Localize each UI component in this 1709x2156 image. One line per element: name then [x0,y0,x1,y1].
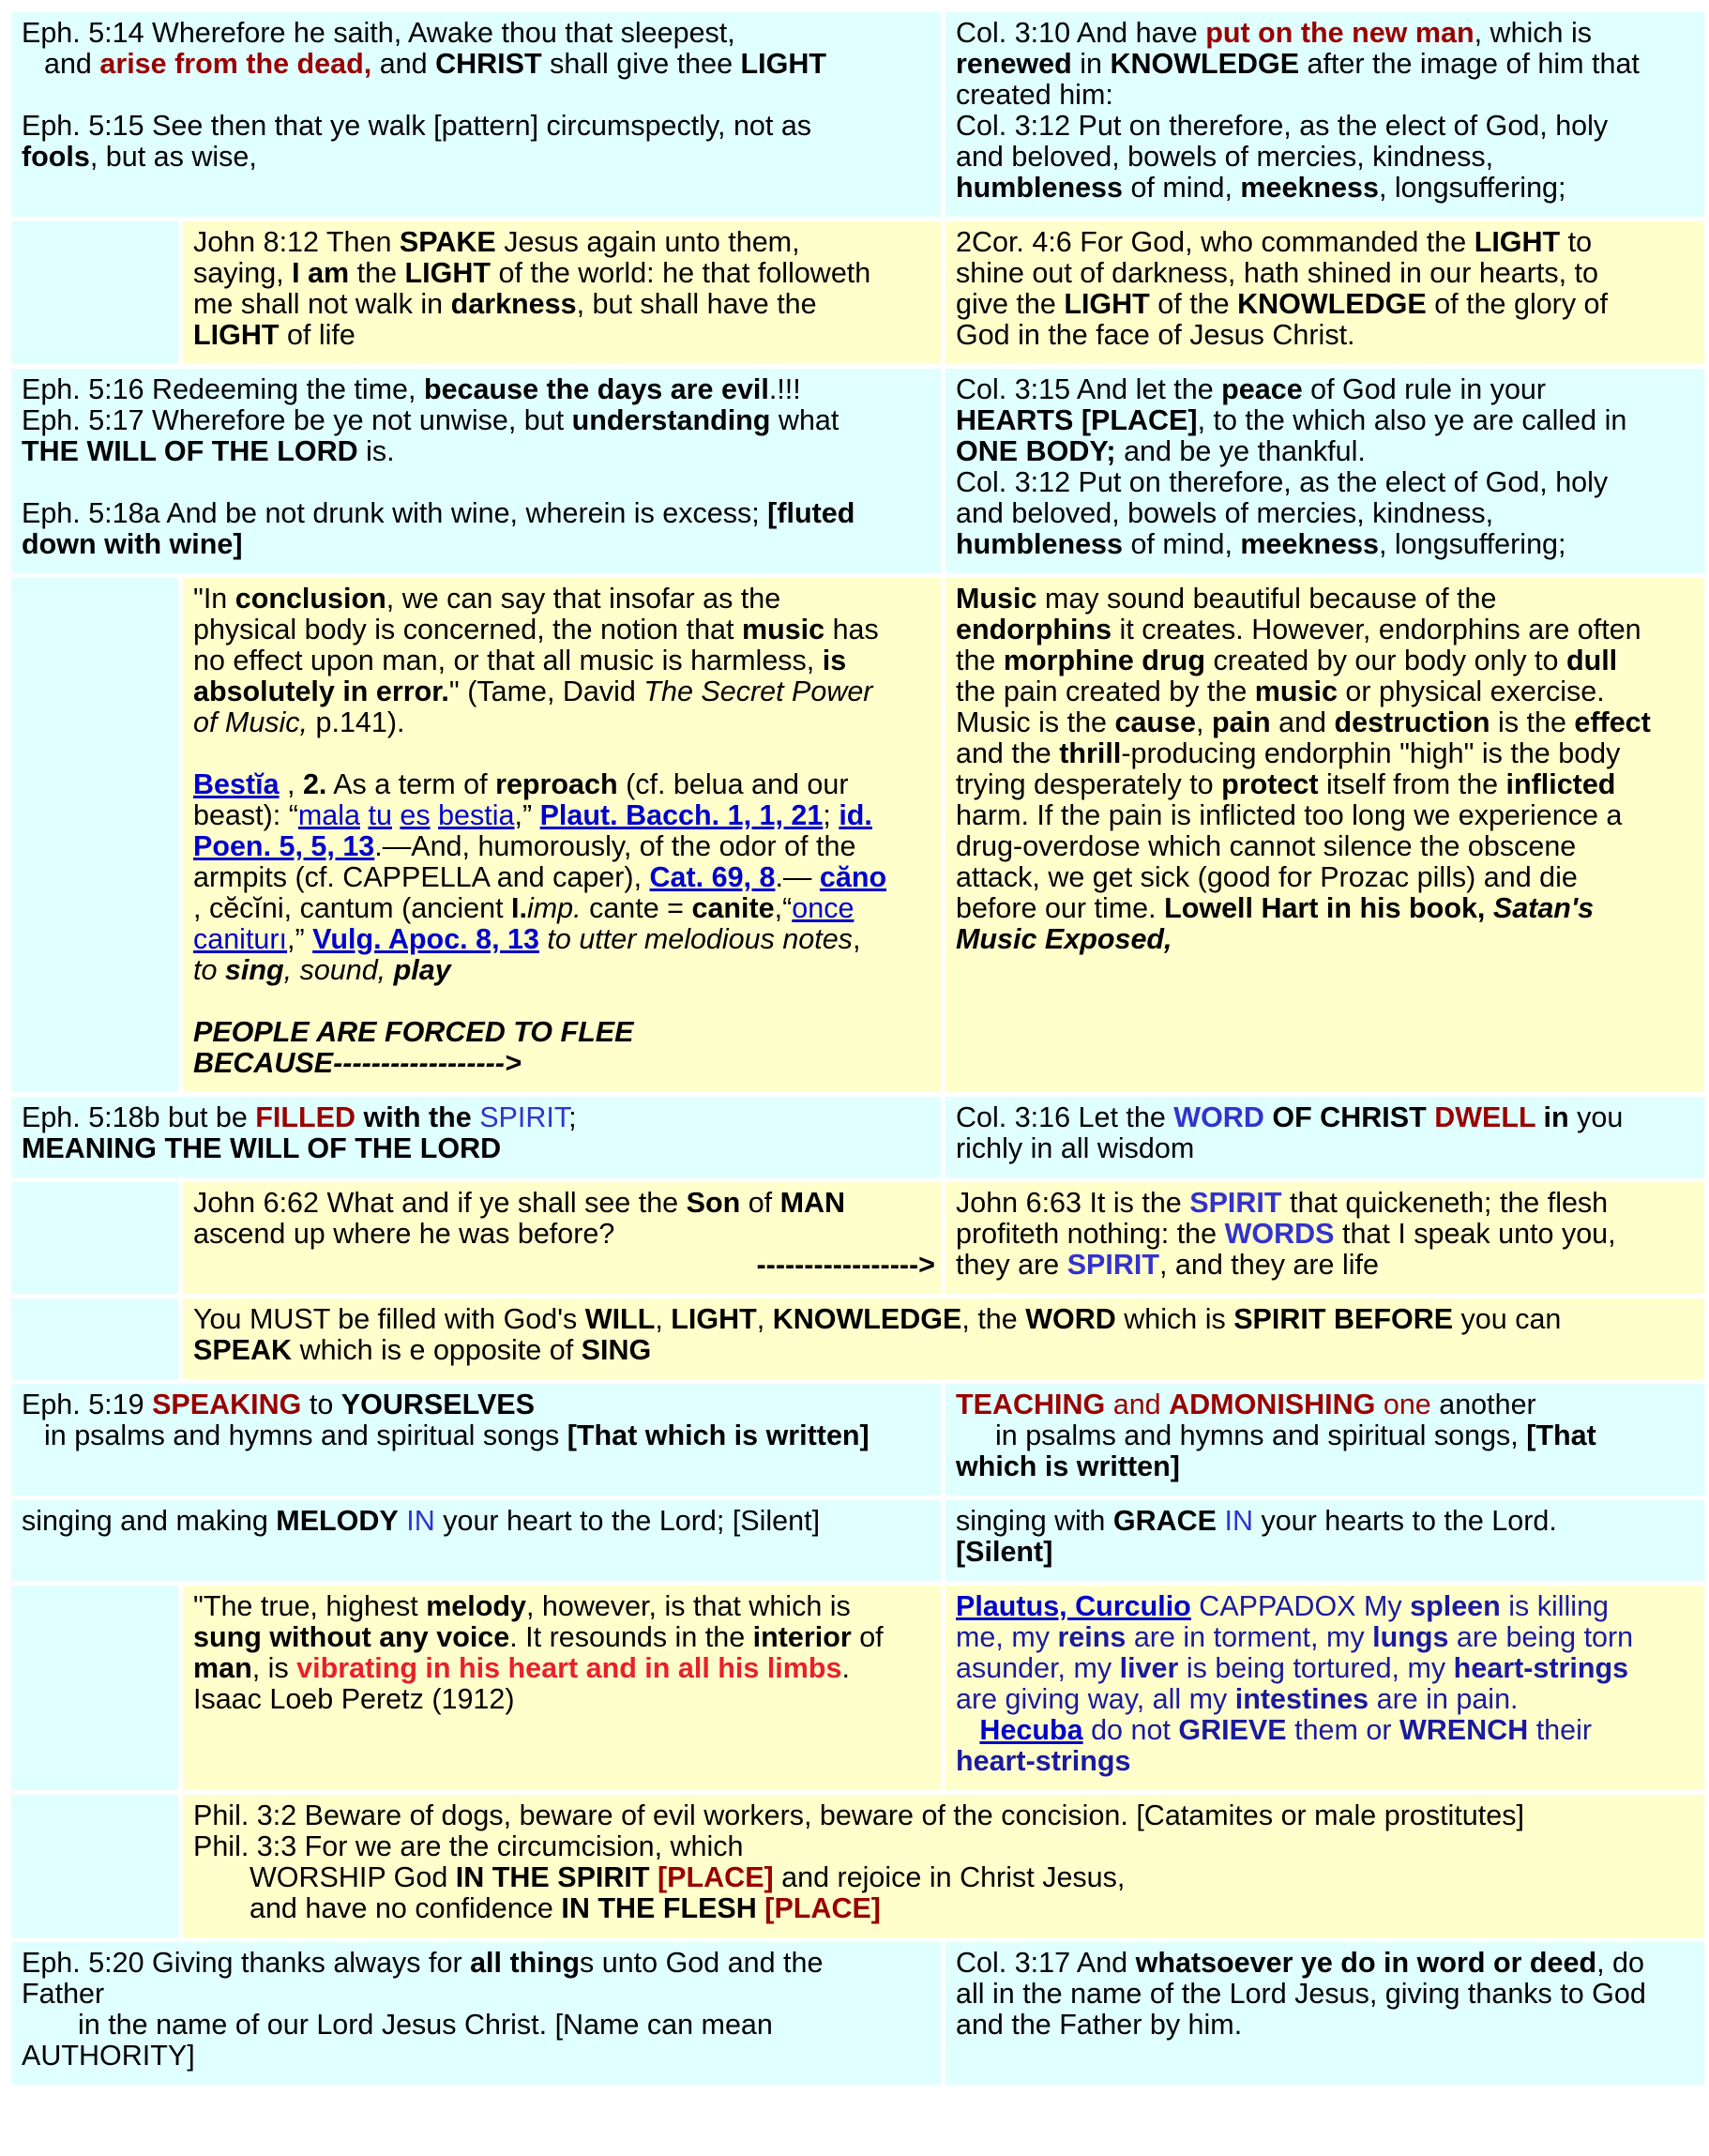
bestia-word-link[interactable]: bestia [438,799,515,831]
eph-5-18b-cell: Eph. 5:18b but be FILLED with the SPIRIT; MEANING THE WILL OF THE LORD [11,1097,941,1177]
once-link[interactable]: once [792,892,854,924]
melody-cell: singing and making MELODY IN your heart to the Lord; [Silent] [11,1500,941,1581]
row-must-be-filled [11,1298,1704,1379]
row-singing [11,1500,1704,1581]
teaching-admonishing-cell: TEACHING and ADMONISHING one another in psalms and hymns and spiritual songs, [That which is written] [945,1384,1704,1496]
plaut-bacch-link[interactable]: Plaut. Bacch. 1, 1, 21 [539,799,824,831]
mala-link[interactable]: mala [297,799,360,831]
row-eph-5-20 [11,1942,1704,2085]
canituri-link[interactable]: caniturı [193,923,288,955]
col-3-16-cell: Col. 3:16 Let the WORD OF CHRIST DWELL in you richly in all wisdom [945,1097,1704,1177]
col-3-10-cell: Col. 3:10 And have put on the new man, which is renewed in KNOWLEDGE after the image of him that created him: Col. 3:12 Put on therefore, as the elect of God, holy and beloved, bowels of mercies, kindness, humbleness of mind, meekness, longsuffering; [945,12,1704,217]
col-3-15-cell: Col. 3:15 And let the peace of God rule in your HEARTS [PLACE], to the which also ye are called in ONE BODY; and be ye thankful. Col. 3:12 Put on therefore, as the elect of God, holy and beloved, bowels of mercies, kindness, humbleness of mind, meekness, longsuffering; [945,369,1704,573]
arrow-right: -----------------> [756,1249,935,1281]
row-john-8-12 [11,221,1704,364]
2cor-4-6-cell: 2Cor. 4:6 For God, who commanded the LIGHT to shine out of darkness, hath shined in our hearts, to give the LIGHT of the KNOWLEDGE of the glory of God in the face of Jesus Christ. [945,221,1704,364]
john-6-63-cell: John 6:63 It is the SPIRIT that quickeneth; the flesh profiteth nothing: the WORDS that I speak unto you, they are SPIRIT, and they are life [945,1182,1704,1294]
col-3-17-cell: Col. 3:17 And whatsoever ye do in word or deed, do all in the name of the Lord Jesus, giving thanks to God and the Father by him. [945,1942,1704,2085]
poen-link[interactable]: Poen. 5, 5, 13 [193,830,375,862]
hecuba-link[interactable]: Hecuba [979,1714,1083,1746]
tu-link[interactable]: tu [368,799,392,831]
eph-5-19-cell: Eph. 5:19 SPEAKING to YOURSELVES in psalms and hymns and spiritual songs [That which is written] [11,1384,941,1496]
cano-link[interactable]: căno [819,861,887,893]
row-john-6 [11,1182,1704,1294]
phil-3-cell: Phil. 3:2 Beware of dogs, beware of evil workers, beware of the concision. [Catamites or male prostitutes] Phil. 3:3 For we are the circumcision, which WORSHIP God IN THE SPIRIT [PLACE] and rejoice in Christ Jesus, and have no confidence IN THE FLESH [PLACE] [183,1795,1704,1937]
comparison-table [7,8,1709,2089]
cat-link[interactable]: Cat. 69, 8 [649,861,776,893]
row-eph-5-14 [11,12,1704,217]
id-link[interactable]: id. [839,799,872,831]
grace-cell: singing with GRACE IN your hearts to the Lord. [Silent] [945,1500,1704,1581]
eph-5-20-cell: Eph. 5:20 Giving thanks always for all things unto God and the Father in the name of our Lord Jesus Christ. [Name can mean AUTHORITY] [11,1942,941,2085]
study-page [7,8,1700,2089]
row-eph-5-18b [11,1097,1704,1177]
row-eph-5-16 [11,369,1704,573]
eph-5-16-cell: Eph. 5:16 Redeeming the time, because the days are evil.!!! Eph. 5:17 Wherefore be ye not unwise, but understanding what THE WILL OF THE LORD is. Eph. 5:18a And be not drunk with wine, wherein is excess; [fluted down with wine] [11,369,941,573]
john-8-12-cell: John 8:12 Then SPAKE Jesus again unto them, saying, I am the LIGHT of the world: he that followeth me shall not walk in darkness, but shall have the LIGHT of life [183,221,941,364]
row-eph-5-19 [11,1384,1704,1496]
peretz-quote-cell: "The true, highest melody, however, is that which is sung without any voice. It resounds in the interior of man, is vibrating in his heart and in all his limbs. Isaac Loeb Peretz (1912) [183,1586,941,1790]
row-music-commentary [11,578,1704,1092]
row-phil-3 [11,1795,1704,1937]
music-endorphins-cell: Music may sound beautiful because of the endorphins it creates. However, endorphins are often the morphine drug created by our body only to dull the pain created by the music or physical exercise. Music is the cause, pain and destruction is the effect and the thrill-producing endorphin "high" is the body trying desperately to protect itself from the inflicted harm. If the pain is inflicted too long we experience a drug-overdose which cannot silence the obscene attack, we get sick (good for Prozac pills) and die before our time. Lowell Hart in his book, Satan's Music Exposed, [945,578,1704,1092]
row-melody-quotes [11,1586,1704,1790]
must-be-filled-cell: You MUST be filled with God's WILL, LIGHT, KNOWLEDGE, the WORD which is SPIRIT BEFORE you can SPEAK which is e opposite of SING [183,1298,1704,1379]
conclusion-quote-cell: "In conclusion, we can say that insofar as the physical body is concerned, the notion that music has no effect upon man, or that all music is harmless, is absolutely in error." (Tame, David The Secret Power of Music, p.141). Bestĭa , 2. As a term of reproach (cf. belua and our beast): “mala tu es bestia,” Plaut. Bacch. 1, 1, 21; id. Poen. 5, 5, 13.—And, humorously, of the odor of the armpits (cf. CAPPELLA and caper), Cat. 69, 8.— căno , cĕcĭni, cantum (ancient I.imp. cante = canite,“once caniturı,” Vulg. Apoc. 8, 13 to utter melodious notes, to sing, sound, play PEOPLE ARE FORCED TO FLEE BECAUSE------------------> [183,578,941,1092]
john-6-62-cell: John 6:62 What and if ye shall see the Son of MAN ascend up where he was before? -----------------> [183,1182,941,1294]
plautus-curculio-cell: Plautus, Curculio CAPPADOX My spleen is killing me, my reins are in torment, my lungs are being torn asunder, my liver is being tortured, my heart-strings are giving way, all my intestines are in pain. Hecuba do not GRIEVE them or WRENCH their heart-strings [945,1586,1704,1790]
plautus-curculio-link[interactable]: Plautus, Curculio [956,1590,1191,1622]
es-link[interactable]: es [400,799,431,831]
eph-5-14-cell: Eph. 5:14 Wherefore he saith, Awake thou that sleepest, and arise from the dead, and CHRIST shall give thee LIGHT Eph. 5:15 See then that ye walk [pattern] circumspectly, not as fools, but as wise, [11,12,941,217]
bestia-link[interactable]: Bestĭa [193,768,280,800]
vulg-apoc-link[interactable]: Vulg. Apoc. 8, 13 [312,923,539,955]
